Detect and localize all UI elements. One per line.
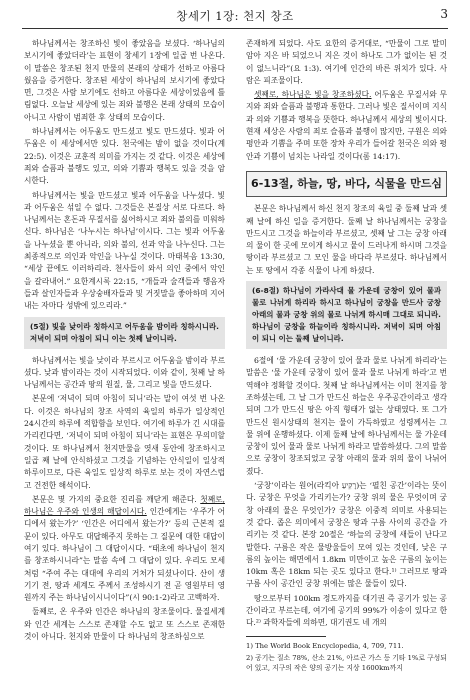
page-number: 3 — [440, 7, 448, 21]
footnote-rule — [246, 636, 326, 637]
running-title: 창세기 1장: 천지 창조 — [176, 9, 294, 23]
underlined-point: 셋째로, 하나님은 빛을 창조하셨다. — [254, 90, 372, 100]
paragraph — [246, 89, 447, 163]
left-column — [24, 38, 225, 645]
paragraph: 6절에 ‘물 가운데 궁창이 있어 물과 물로 나뉘게 하리라’는 말씀은 ‘물 가운데 궁창이 있어 물과 물로 나뉘게 하라’고 번역해야 정확할 것이다. 첫째 날 하나님께서는 이미 천지를 창조하셨는데, 그 날 그가 만드신 하늘은 우주공간이라고 생각되며 그가 만드신 땅은 아직 형태가 없는 상태였다. 또 그가 만드신 원시상태의 천지는 물이 가득하였고 성령께서는 그 물 위에 운행하셨다. 이제 둘째 날에 하나님께서는 물 가운데 궁창이 있어 물과 물로 나뉘게 하라고 말씀하셨다. 그의 말씀으로 궁창이 창조되었고 궁창 아래의 물과 위의 물이 나뉘어졌다. — [246, 356, 447, 476]
paragraph: ‘궁창’이라는 원어(라킥아 רָקִיעַ)는 ‘펼친 공간’이라는 뜻이다. 궁창은 무엇을 가리키는가? 궁창 위의 물은 무엇이며 궁창 아래의 물은 무엇인가? 궁창은 이중적 의미로 사용되는 것 같다. 좁은 의미에서 궁창은 땅과 구름 사이의 공간을 가리키는 것 같다. 본장 20절은 ‘하늘의 궁창에 새들이 난다고 말한다. 구름은 작은 물방울들이 모여 있는 것인데, 낮은 구름의 높이는 해면에서 1.8km 미만이고 높은 구름의 높이는 10km 혹은 18km 되는 곳도 있다고 한다.¹⁾ 그러므로 땅과 구름 사이 공간인 궁창 위에는 많은 물들이 있다. — [246, 481, 447, 589]
paragraph: 둘째로, 온 우주와 인간은 하나님의 창조물이다. 물질세계와 인간 세계는 스스로 존재할 수도 없고 또 스스로 존재한 것이 아니다. 천지와 만물이 다 하나님의 창조하심으로 — [24, 607, 225, 642]
section-heading: 6-13절, 하늘, 땅, 바다, 식물을 만드심 — [246, 171, 447, 197]
paragraph — [24, 494, 225, 605]
page-header — [0, 0, 470, 30]
footnote: 1) The World Book Encyclopedia, 4, 709, 711. — [246, 642, 404, 650]
header-rule — [22, 28, 448, 29]
paragraph: 하나님께서는 빛을 낮이라 부르시고 어두움을 밤이라 부르셨다. 낮과 밤이라는 것이 시작되었다. 이와 같이, 첫째 날 하나님께서는 공간과 땅의 원질, 물, 그리고 빛을 만드셨다. — [24, 355, 225, 390]
paragraph: 존재하게 되었다. 사도 요한의 증거대로, “만물이 그로 말미암아 지은 바 되었으니 지은 것이 하나도 그가 없이는 된 것이 없느니라”(요 1:3). 여기에 인간의 바른 위치가 있다. 사람은 피조물이다. — [246, 39, 447, 85]
paragraph: 본문은 하나님께서 하신 천지 창조의 육일 중 둘째 날과 셋째 날에 하신 일을 증거한다. 둘째 날 하나님께서는 궁창을 만드시고 그것을 하늘이라 부르셨고, 셋째 날 그는 궁창 아래의 물이 한 곳에 모이게 하시고 뭍이 드러나게 하시며 그것을 땅이라 부르셨고 그 모인 물을 바다라 부르셨다. 하나님께서는 또 땅에서 각종 식물이 나게 하셨다. — [246, 204, 447, 275]
paragraph: 하나님께서는 어두움도 만드셨고 빛도 만드셨다. 빛과 어두움은 이 세상에서만 있다. 천국에는 밤이 없을 것이다(계 22:5). 이것은 교훈적 의미를 가지는 것 같다. 이것은 세상에 죄와 슬픔과 불행도 있고, 의와 기쁨과 행복도 있을 것을 암시한다. — [24, 127, 225, 186]
verse-callout: (6-8절) 하나님이 가라사대 물 가운데 궁창이 있어 물과 물로 나뉘게 하리라 하시고 하나님이 궁창을 만드사 궁창 아래의 물과 궁창 위의 물로 나뉘게 하시매 그대로 되니라. 하나님이 궁창을 하늘이라 칭하시니라. 저녁이 되며 아침이 되니 이는 둘째 날이니라. — [246, 281, 447, 349]
paragraph: 땅으로부터 100km 정도까지를 대기권 즉 공기가 있는 공간이라고 부르는데, 여기에 공기의 99%가 이송이 있다고 한다.²⁾ 과학자들에 의하면, 대기권도 네 개의 — [246, 593, 447, 628]
text-run: 어두움은 무질서와 무지와 죄와 슬픔과 불행과 통한다. 그러나 빛은 질서이며 지식과 의와 기쁨과 행복을 뜻한다. 하나님께서 세상의 빛이시다. 현재 세상은 사람의 죄로 슬픔과 불행이 많지만, 구원은 의와 평안과 기쁨을 주며 또한 장차 우리가 들어갈 천국은 의와 평안과 기쁨이 넘치는 나라일 것이다(롬 14:17). — [246, 90, 448, 161]
underlined-point: 첫째로, 하나님은 우주와 인생의 해답이시다. — [24, 494, 225, 517]
footnote: 2) 공기는 질소 78%, 산소 21%, 아르곤 가스 등 기타 1%로 구성되어 있고, 지구의 작은 양의 공기는 지상 1600km까지 — [246, 654, 447, 672]
text-run: 인간에게는 ‘우주가 어디에서 왔는가?’ ‘인간은 어디에서 왔는가?’ 등의 근본적 질문이 있다. 아무도 대답해주지 못하는 그 질문에 대한 대답이 여기 있다. 하나님이 그 대답이시다. “태초에 하나님이 천지를 창조하시니라”는 말씀 속에 그 대답이 있다. 우리도 모세처럼 “주여 주는 대대에 우리의 거처가 되셨나이다. 산이 생기기 전, 땅과 세계도 주께서 조성하시기 전 곧 영원부터 영원까지 주는 하나님이시니이다”(시 90:1-2)라고 고백하자. — [24, 507, 225, 603]
right-column — [246, 38, 447, 632]
paragraph: 본문에 ‘저녁이 되며 아침이 되니’라는 말이 여섯 번 나온다. 이것은 하나님의 창조 사역의 육일의 하루가 일상적인 24시간의 하루에 적합함을 보인다. 여기에 하루가 긴 시대를 가리킨다면, ‘저녁이 되며 아침이 되니’라는 표현은 무의미할 것이다. 또 하나님께서 천지만물을 엿새 동안에 창조하시고 일곱 째 날에 안식하셨고 그것을 기념하는 안식일이 일상적 하루이므로, 다른 육일도 일상적 하루로 보는 것이 자연스럽고 건전한 해석이다. — [24, 394, 225, 490]
verse-callout: (5절) 빛을 낮이라 칭하시고 어두움을 밤이라 칭하시니라. 저녁이 되며 아침이 되니 이는 첫째 날이니라. — [24, 317, 225, 349]
text-run: 본문은 몇 가지의 중요한 진리를 깨닫게 해준다. — [32, 494, 201, 504]
paragraph: 하나님께서는 창조하신 빛이 좋았음을 보셨다. ‘하나님의 보시기에 좋았더라’는 표현이 창세기 1장에 일곱 번 나온다. 이 말씀은 창조된 천지 만물의 본래의 상태가 선하고 아름다웠음을 증거한다. 창조된 세상이 하나님의 보시기에 좋았다면, 그것은 사람 보기에도 선하고 아름다운 세상이었음에 틀림없다. 오늘날 세상에 있는 죄와 불행은 본래 상태의 모습이 아니고 사람이 범죄한 후 상태의 모습이다. — [24, 39, 225, 122]
footnotes — [246, 636, 447, 675]
paragraph: 하나님께서는 빛을 만드셨고 빛과 어두움을 나누셨다. 빛과 어두움은 섞일 수 없다. 그것들은 본질상 서로 다르다. 하나님께서는 혼돈과 무질서를 싫어하시고 죄와 불의를 미워하신다. 하나님은 ‘나누시는 하나님’이시다. 그는 빛과 어두움을 나누셨을 뿐 아니라, 의와 불의, 선과 악을 나누신다. 그는 최종적으로 의인과 악인을 나누실 것이다. 마태복음 13:30, “세상 끝에도 이러하리라. 천사들이 와서 의인 중에서 악인을 갈라내어.” 요한계시록 22:15, “개들과 술객들과 행음자들과 살인자들과 우상숭배자들과 및 거짓말을 좋아하며 지어내는 자마다 성밖에 있으리라.” — [24, 190, 225, 311]
